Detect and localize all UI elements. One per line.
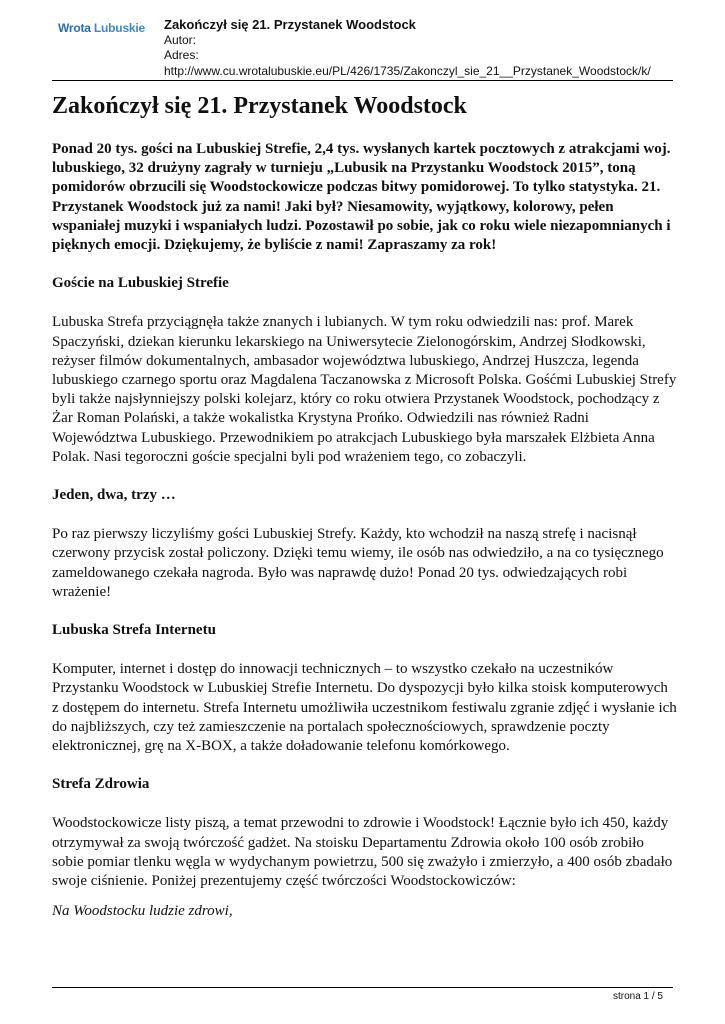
section-heading-health: Strefa Zdrowia (52, 776, 150, 793)
section-text-guests: Lubuska Strefa przyciągnęła także znanych i lubianych. W tym roku odwiedzili nas: prof. Marek Spaczyński, dziekan kierunku lekarskiego na Uniwersytecie Zielonogórskim, Andrzej Słodkowski, reżyser filmów dokumentalnych, ambasador województwa lubuskiego, Andrzej Huszcza, legenda lubuskiego czarnego sportu oraz Magdalena Taczanowska z Microsoft Polska. Gośćmi Lubuskiej Strefy byli także najsłynniejszy polski kolejarz, który co roku otwiera Przystanek Woodstock, pochodzący z Żar Roman Polański, a także wokalistka Krystyna Prońko. Odwiedzili nas również Radni Województwa Lubuskiego. Przewodnikiem po atrakcjach Lubuskiego była marszałek Elżbieta Anna Polak. Nasi tegoroczni goście specjalni byli pod wrażeniem tego, co zobaczyli. (52, 314, 677, 465)
header-divider (52, 80, 673, 81)
article-body (52, 92, 677, 910)
section-heading-internet: Lubuska Strefa Internetu (52, 622, 216, 639)
article-heading: Zakończył się 21. Przystanek Woodstock (52, 93, 467, 119)
author-label: Autor: (164, 32, 197, 47)
section-heading-counting: Jeden, dwa, trzy … (52, 487, 176, 504)
document-meta (164, 17, 704, 79)
footer-divider (52, 987, 673, 988)
address-label: Adres: (164, 48, 199, 62)
poem-line: Na Woodstocku ludzie zdrowi, (52, 903, 233, 919)
logo-text-part2: Lubuskie (93, 21, 145, 35)
logo-text-part1: Wrota (58, 21, 94, 35)
section-text-counting: Po raz pierwszy liczyliśmy gości Lubuskiej Strefy. Każdy, kto wchodził na naszą strefę i nacisnął czerwony przycisk został policzony. Dzięki temu wiemy, ile osób nas odwiedziło, a na co tysięcznego zameldowanego czekała nagroda. Było was naprawdę dużo! Ponad 20 tys. odwiedzających robi wrażenie! (52, 526, 664, 600)
section-text-internet: Komputer, internet i dostęp do innowacji technicznych – to wszystko czekało na uczestników Przystanku Woodstock w Lubuskiej Strefie Internetu. Do dyspozycji było kilka stoisk komputerowych z dostępem do internetu. Strefa Internetu umożliwiła uczestnikom festiwalu zgranie zdjęć i wysłanie ich do najbliższych, czy też zamieszczenie na portalach społecznościowych, sprawdzenie poczty elektronicznej, grę na X-BOX, a także doładowanie telefonu komórkowego. (52, 661, 677, 755)
source-url: http://www.cu.wrotalubuskie.eu/PL/426/1735/Zakonczyl_sie_21__Przystanek_Woodstock/k/ (164, 63, 651, 78)
page-number: strona 1 / 5 (612, 991, 663, 1002)
header-title: Zakończył się 21. Przystanek Woodstock (164, 17, 416, 32)
article-lead: Ponad 20 tys. gości na Lubuskiej Strefie, 2,4 tys. wysłanych kartek pocztowych z atrakcjami woj. lubuskiego, 32 drużyny zagrały w turnieju „Lubusik na Przystanku Woodstock 2015”, toną pomidorów obrzucili się Woodstockowicze podczas bitwy pomidorowej. To tylko statystyka. 21. Przystanek Woodstock już za nami! Jaki był? Niesamowity, wyjątkowy, kolorowy, pełen wspaniałej muzyki i wspaniałych ludzi. Pozostawił po sobie, jak co roku wiele niezapomnianych i pięknych emocji. Dziękujemy, że byliście z nami! Zapraszamy za rok! (52, 141, 671, 254)
document-header (0, 0, 725, 82)
wrota-lubuskie-logo (58, 21, 145, 35)
section-text-health: Woodstockowicze listy piszą, a temat przewodni to zdrowie i Woodstock! Łącznie było ich 450, każdy otrzymywał za swoją twórczość gadżet. Na stoisku Departamentu Zdrowia około 100 osób zrobiło sobie pomiar tlenku węgla w wydychanym powietrzu, 500 się zważyło i zmierzyło, a 400 osób zbadało swoje ciśnienie. Poniżej prezentujemy część twórczości Woodstockowiczów: (52, 815, 673, 890)
section-heading-guests: Goście na Lubuskiej Strefie (52, 275, 229, 292)
